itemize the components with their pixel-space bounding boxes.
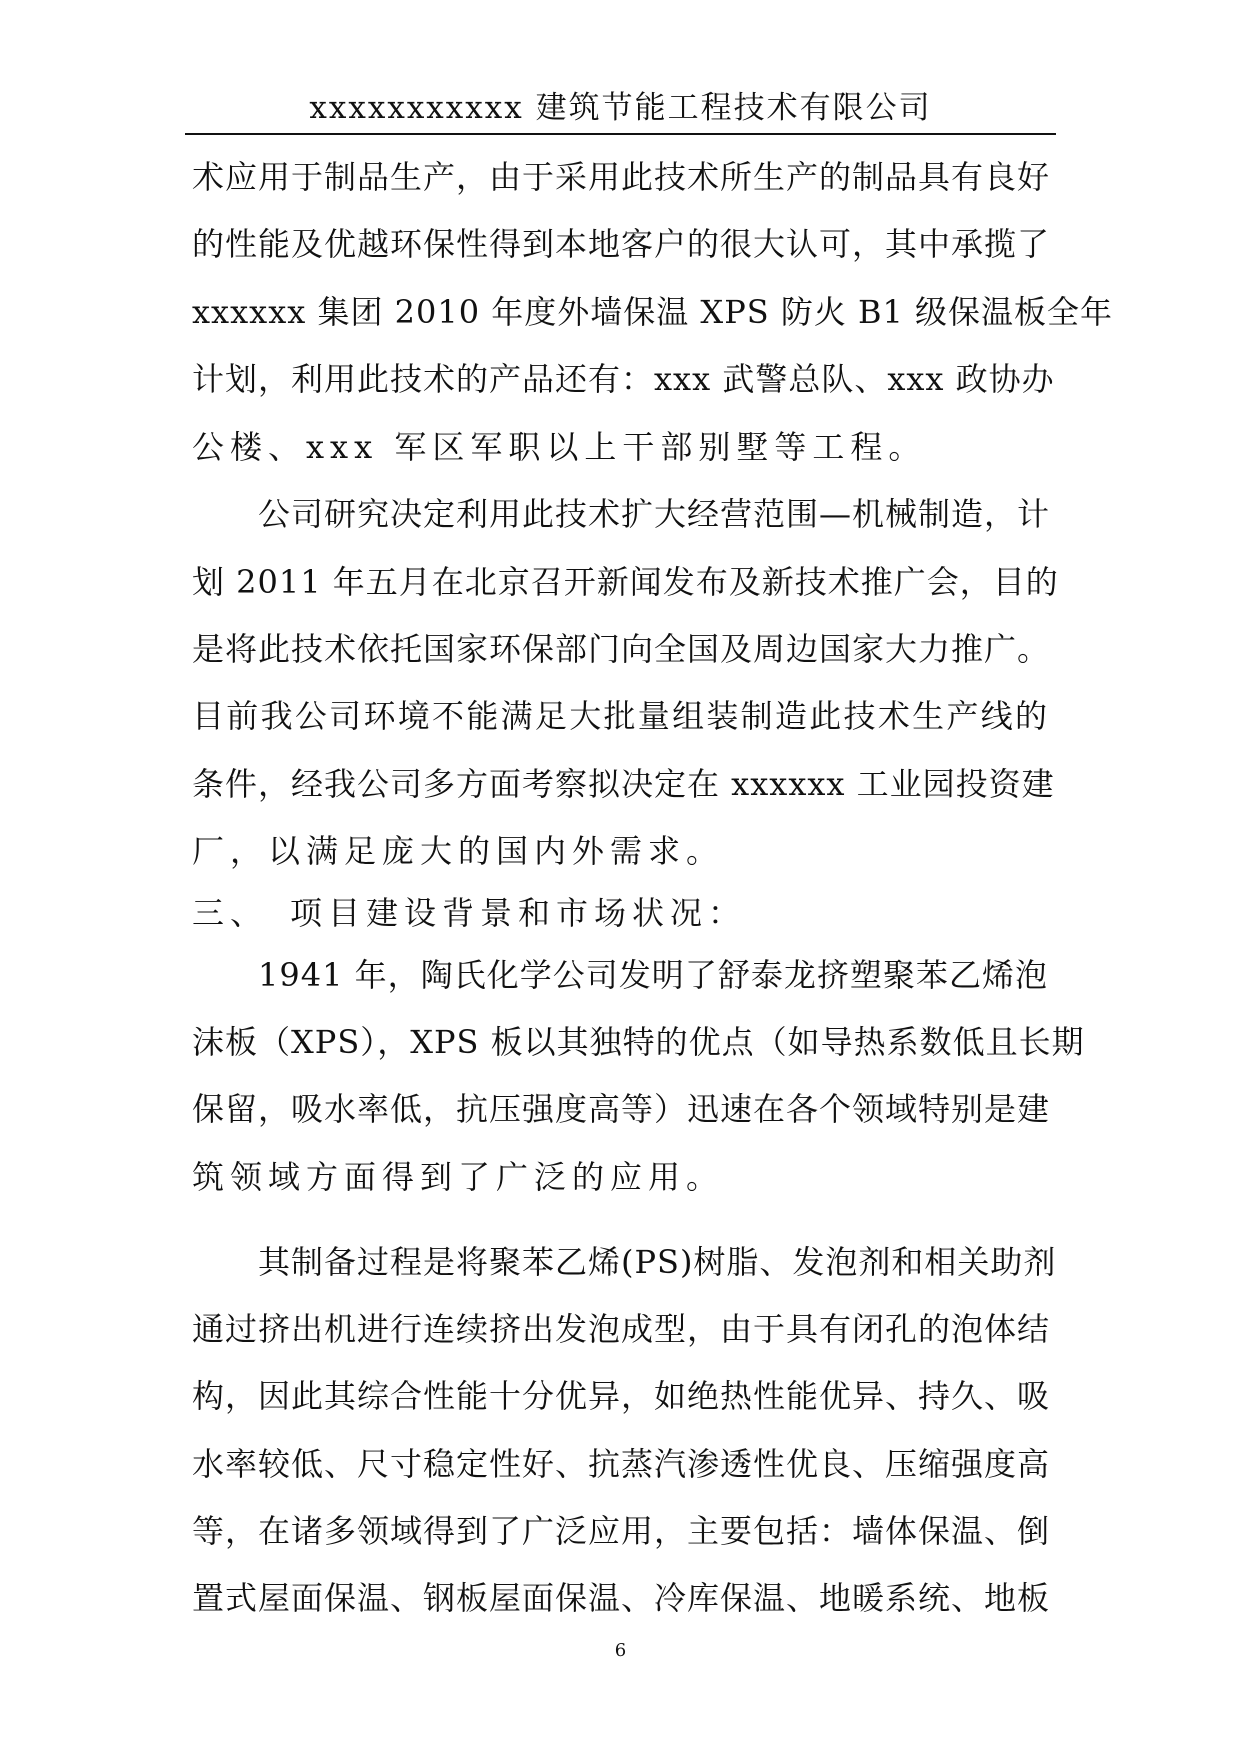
body-line: 水率较低、尺寸稳定性好、抗蒸汽渗透性优良、压缩强度高 bbox=[192, 1445, 1051, 1483]
body-line: 其制备过程是将聚苯乙烯(PS)树脂、发泡剂和相关助剂 bbox=[192, 1243, 1057, 1281]
body-line: 通过挤出机进行连续挤出发泡成型，由于具有闭孔的泡体结 bbox=[192, 1310, 1051, 1348]
body-line: xxxxxx 集团 2010 年度外墙保温 XPS 防火 B1 级保温板全年 bbox=[192, 293, 1114, 331]
body-line: 1941 年，陶氏化学公司发明了舒泰龙挤塑聚苯乙烯泡 bbox=[192, 956, 1048, 994]
body-line: 沫板（XPS），XPS 板以其独特的优点（如导热系数低且长期 bbox=[192, 1023, 1085, 1061]
body-line: 公司研究决定利用此技术扩大经营范围—机械制造，计 bbox=[192, 495, 1051, 533]
body-line: 的性能及优越环保性得到本地客户的很大认可，其中承揽了 bbox=[192, 225, 1051, 263]
section-heading: 三、 项目建设背景和市场状况： bbox=[192, 894, 747, 932]
body-line: 是将此技术依托国家环保部门向全国及周边国家大力推广。 bbox=[192, 630, 1051, 668]
body-line: 目前我公司环境不能满足大批量组装制造此技术生产线的 bbox=[192, 697, 1048, 735]
body-line: 置式屋面保温、钢板屋面保温、冷库保温、地暖系统、地板 bbox=[192, 1579, 1051, 1617]
page-number: 6 bbox=[614, 1640, 627, 1661]
header-divider bbox=[185, 133, 1056, 135]
body-line: 等，在诸多领域得到了广泛应用，主要包括：墙体保温、倒 bbox=[192, 1512, 1051, 1550]
body-line: 术应用于制品生产，由于采用此技术所生产的制品具有良好 bbox=[192, 158, 1051, 196]
page-header-title: xxxxxxxxxxx 建筑节能工程技术有限公司 bbox=[309, 90, 932, 126]
body-line: 条件，经我公司多方面考察拟决定在 xxxxxx 工业园投资建 bbox=[192, 765, 1055, 803]
body-line: 划 2011 年五月在北京召开新闻发布及新技术推广会，目的 bbox=[192, 563, 1059, 601]
body-line: 构，因此其综合性能十分优异，如绝热性能优异、持久、吸 bbox=[192, 1377, 1051, 1415]
body-line: 保留，吸水率低，抗压强度高等）迅速在各个领域特别是建 bbox=[192, 1090, 1051, 1128]
body-line: 厂，以满足庞大的国内外需求。 bbox=[192, 832, 725, 870]
body-line: 公楼、xxx 军区军职以上干部别墅等工程。 bbox=[192, 428, 927, 466]
body-line: 筑领域方面得到了广泛的应用。 bbox=[192, 1158, 725, 1196]
body-line: 计划，利用此技术的产品还有：xxx 武警总队、xxx 政协办 bbox=[192, 360, 1055, 398]
